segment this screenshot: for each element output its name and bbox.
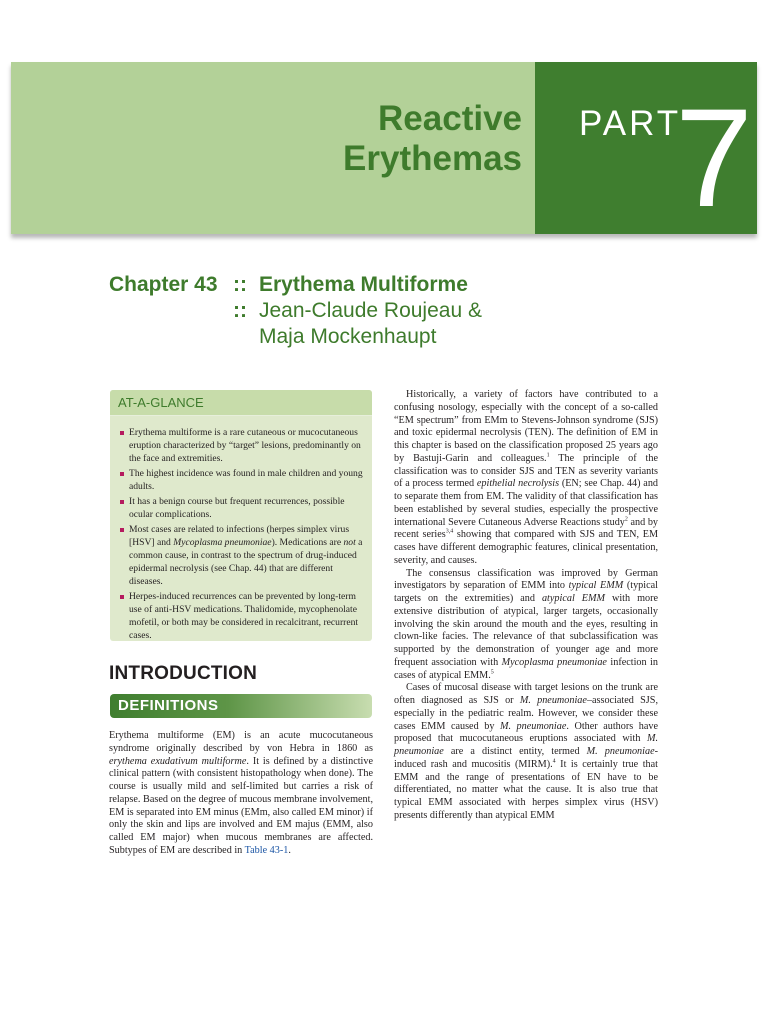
definitions-section-bar — [110, 694, 372, 718]
list-item: The highest incidence was found in male children and young adults. — [129, 468, 363, 492]
list-item: Erythema multiforme is a rare cutaneous or mucocutaneous eruption characterized by “target” lesions, predominantly on the face and extremities. — [129, 426, 364, 465]
chapter-number: Chapter 43 — [109, 273, 218, 296]
at-a-glance-heading: AT-A-GLANCE — [110, 390, 372, 416]
banner-title-panel — [11, 62, 535, 234]
mucosal-paragraph: Cases of mucosal disease with target lesions on the trunk are often diagnosed as SJS or M. pneumoniae–associated SJS, especially in the pediatric realm. However, we consider these cases EMM caused by M. pneumoniae. Other authors have proposed that mucocutaneous eruptions associated with M. pneumoniae are a distinct entity, termed M. pneumoniae-induced rash and mucositis (MIRM).$^4$ It is certainly true that EMM and the range of presentations of EN have to be differentiated, no matter what the cause. It is also true that typical EMM associated with herpes simplex virus (HSV) presents differently than atypical EMM — [394, 682, 658, 821]
list-item: Most cases are related to infections (herpes simplex virus [HSV] and Mycoplasma pneumoniae). Medications are not a common cause, in contrast to the spectrum of drug-induced epidermal necrolysis (see Chap. 44) that are different diseases. — [129, 524, 363, 587]
table-43-1-link[interactable]: Table 43-1 — [244, 844, 289, 856]
chapter-authors — [259, 298, 519, 350]
part-title — [343, 99, 522, 179]
part-label: PART — [579, 104, 682, 143]
at-a-glance-list — [110, 416, 372, 642]
classification-paragraph: The consensus classification was improved by German investigators by separation of EMM into typical EMM (typical targets on the extremities) and atypical EMM with more extensive distribution of atypical, larger targets, occasionally involving the skin around the mouth and the eyes, resulting in clown-like facies. The relevance of that subclassification was supported by the demonstration of younger age and more frequent association with Mycoplasma pneumoniae infection in cases of atypical EMM.$^5$ — [394, 567, 659, 681]
part-banner — [11, 62, 757, 234]
right-column — [394, 389, 658, 823]
definitions-paragraph: Erythema multiforme (EM) is an acute mucocutaneous syndrome originally described by von Hebra in 1860 as erythema exudativum multiforme. It is defined by a distinctive clinical pattern (with consistent histopathology when done). The course is usually mild and self-limited but carries a risk of relapse. Based on the degree of mucous membrane involvement, EM is separated into EM minus (EMm, also called EM minor) if only the skin and lips are involved and EM majus (EMM, also called EM major) when mucous membranes are affected. Subtypes of EM are described in Table 43-1. — [109, 730, 374, 856]
at-a-glance-box — [110, 390, 372, 641]
list-item: Herpes-induced recurrences can be prevented by long-term use of anti-HSV medications. Thalidomide, mycophenolate mofetil, or both may be considered in recalcitrant, recurrent cases. — [129, 590, 364, 642]
list-item: It has a benign course but frequent recurrences, possible ocular complications. — [129, 495, 364, 521]
chapter-title: Erythema Multiforme — [259, 273, 468, 296]
definitions-label: DEFINITIONS — [118, 697, 219, 714]
chapter-authors-line1: Jean-Claude Roujeau & — [259, 299, 482, 322]
part-title-line1: Reactive — [378, 99, 522, 138]
chapter-heading — [109, 272, 709, 350]
part-number: 7 — [675, 79, 753, 236]
chapter-separator: :: — [233, 299, 247, 322]
banner-part-panel — [535, 62, 757, 234]
history-paragraph: Historically, a variety of factors have contributed to a confusing nosology, especially with the concept of a so-called “EM spectrum” from EMm to Stevens-Johnson syndrome (SJS) and toxic epidermal necrolysis (TEN). The definition of EM in this chapter is based on the classification proposed 25 years ago by Bastuji-Garin and colleagues.$^1$ The principle of the classification was to consider SJS and TEN as severity variants of a process termed epithelial necrolysis (EN; see Chap. 44) and to separate them from EM. The validity of that classification has been established by several studies, especially the prospective international Severe Cutaneous Adverse Reactions study$^2$ and by recent series$^{3,4}$ showing that compared with SJS and TEN, EM cases have different demographic features, clinical presentation, severity, and causes. — [394, 389, 659, 566]
chapter-authors-line2: Maja Mockenhaupt — [259, 325, 437, 348]
introduction-heading: INTRODUCTION — [109, 663, 258, 684]
chapter-separator: :: — [233, 273, 247, 296]
part-title-line2: Erythemas — [343, 139, 522, 178]
